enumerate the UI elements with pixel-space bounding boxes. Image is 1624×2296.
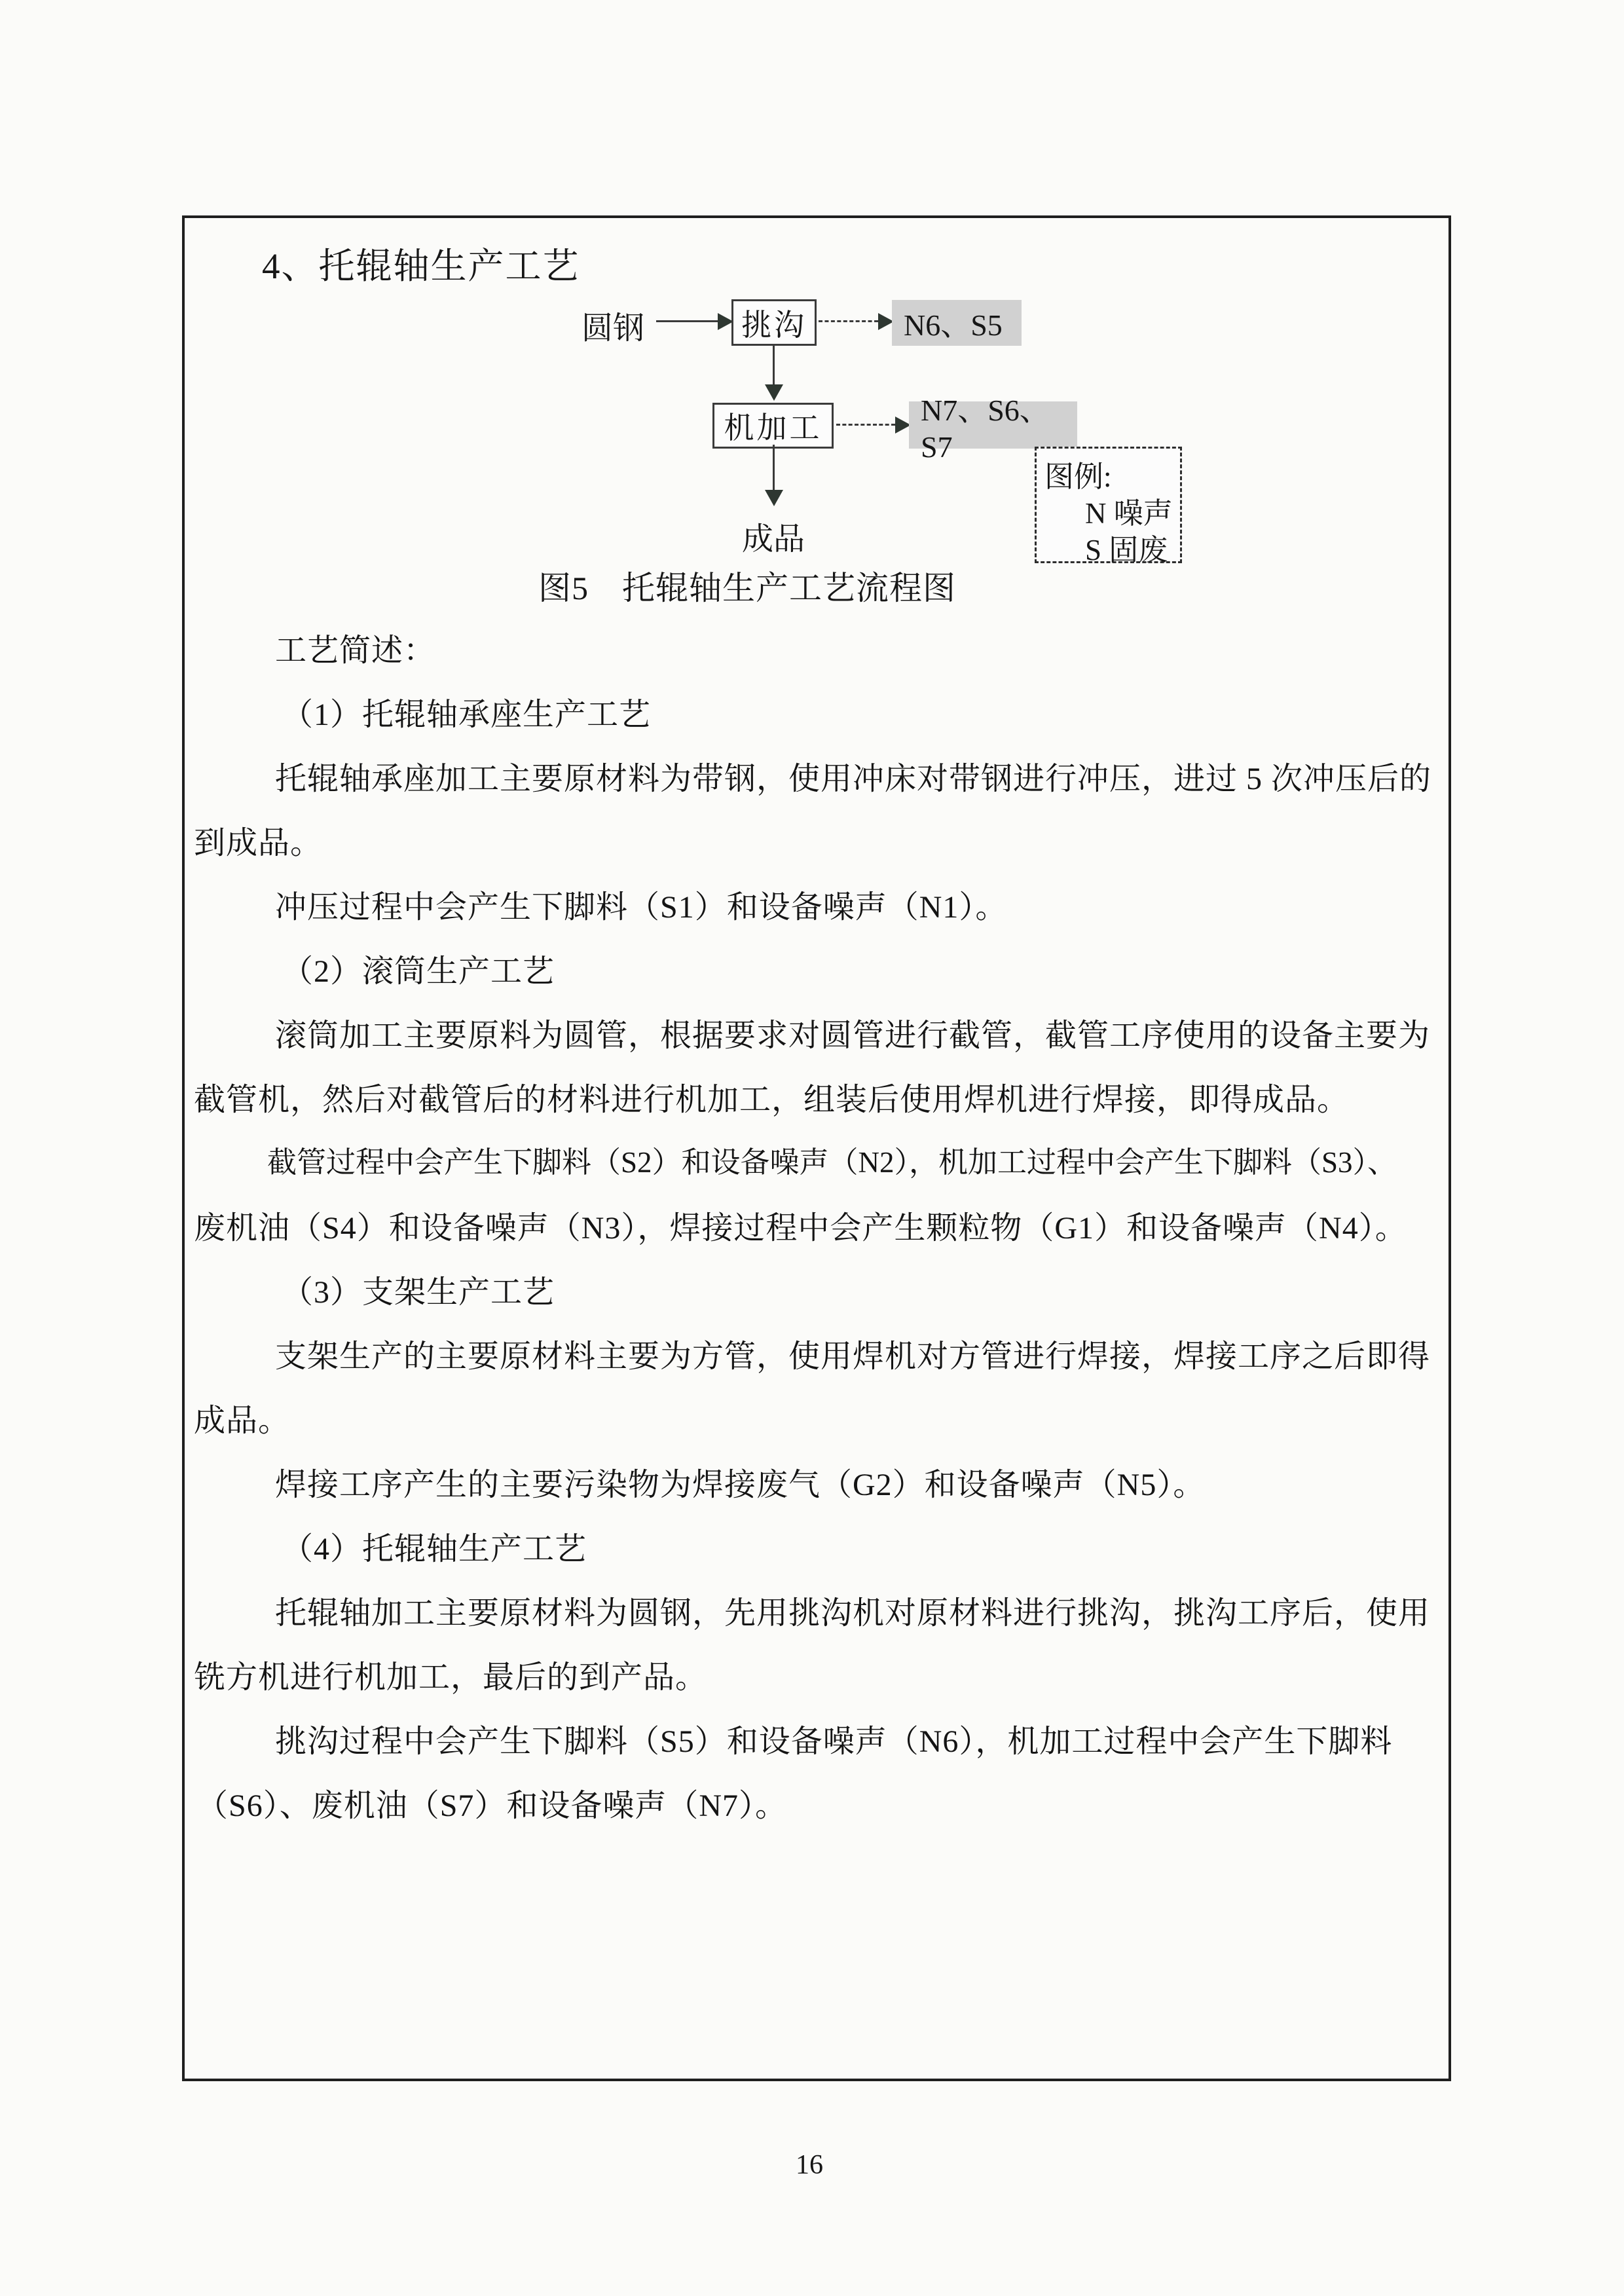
flow-down-arrow-line [773, 346, 775, 384]
flow-arrowhead-icon [765, 490, 783, 506]
body-line: 托辊轴承座加工主要原材料为带钢，使用冲床对带钢进行冲压，进过 5 次冲压后的 [275, 762, 1432, 796]
legend-solid-waste-entry: S 固废 [1085, 534, 1168, 566]
body-line: 截管机，然后对截管后的材料进行机加工，组装后使用焊机进行焊接，即得成品。 [194, 1083, 1350, 1117]
body-line: （1）托辊轴承座生产工艺 [282, 697, 652, 732]
flow-arrowhead-icon [765, 384, 783, 401]
body-line: 到成品。 [194, 826, 323, 861]
flow-step-box-grooving [731, 299, 817, 346]
legend-box [1035, 447, 1182, 566]
section-title: 4、托辊轴生产工艺 [262, 246, 580, 286]
body-line: 挑沟过程中会产生下脚料（S5）和设备噪声（N6），机加工过程中会产生下脚料 [275, 1724, 1393, 1759]
body-line: 截管过程中会产生下脚料（S2）和设备噪声（N2），机加工过程中会产生下脚料（S3）、 [267, 1146, 1397, 1179]
body-line: 成品。 [194, 1403, 291, 1438]
body-line: 托辊轴加工主要原材料为圆钢，先用挑沟机对原材料进行挑沟，挑沟工序后，使用 [275, 1596, 1431, 1631]
flow-source-label: 圆钢 [581, 311, 645, 346]
body-line: 焊接工序产生的主要污染物为焊接废气（G2）和设备噪声（N5）。 [275, 1468, 1206, 1502]
flow-arrow-line [656, 320, 718, 322]
body-line: 支架生产的主要原材料主要为方管，使用焊机对方管进行焊接，焊接工序之后即得 [275, 1339, 1431, 1374]
flow-down-arrow-line [773, 445, 775, 490]
flow-output-label: 成品 [742, 522, 805, 557]
flow-emission-tag-grooving: N6、S5 [892, 300, 1022, 346]
figure-caption: 图5 托辊轴生产工艺流程图 [538, 570, 956, 606]
flow-emission-dashed-line [836, 424, 895, 426]
page-number: 16 [796, 2150, 823, 2180]
legend-title: 图例: [1044, 460, 1112, 493]
body-line: （3）支架生产工艺 [282, 1275, 555, 1310]
body-line: 铣方机进行机加工，最后的到产品。 [194, 1660, 708, 1695]
body-line: 工艺简述： [275, 633, 436, 668]
flow-emission-tag-machining: N7、S6、S7 [909, 401, 1077, 449]
flow-step-label-machining: 机加工 [724, 411, 822, 445]
body-line: 废机油（S4）和设备噪声（N3），焊接过程中会产生颗粒物（G1）和设备噪声（N4）。 [194, 1211, 1407, 1246]
body-line: 冲压过程中会产生下脚料（S1）和设备噪声（N1）。 [275, 890, 1008, 925]
body-line: 滚筒加工主要原料为圆管，根据要求对圆管进行截管，截管工序使用的设备主要为 [275, 1018, 1431, 1053]
body-line: （4）托辊轴生产工艺 [282, 1532, 587, 1566]
legend-noise-entry: N 噪声 [1085, 497, 1173, 530]
flow-step-label-grooving: 挑沟 [741, 308, 807, 342]
flow-step-box-machining [712, 403, 834, 449]
flow-emission-dashed-line [819, 320, 878, 322]
body-line: （S6）、废机油（S7）和设备噪声（N7）。 [196, 1788, 788, 1823]
body-line: （2）滚筒生产工艺 [282, 954, 555, 989]
